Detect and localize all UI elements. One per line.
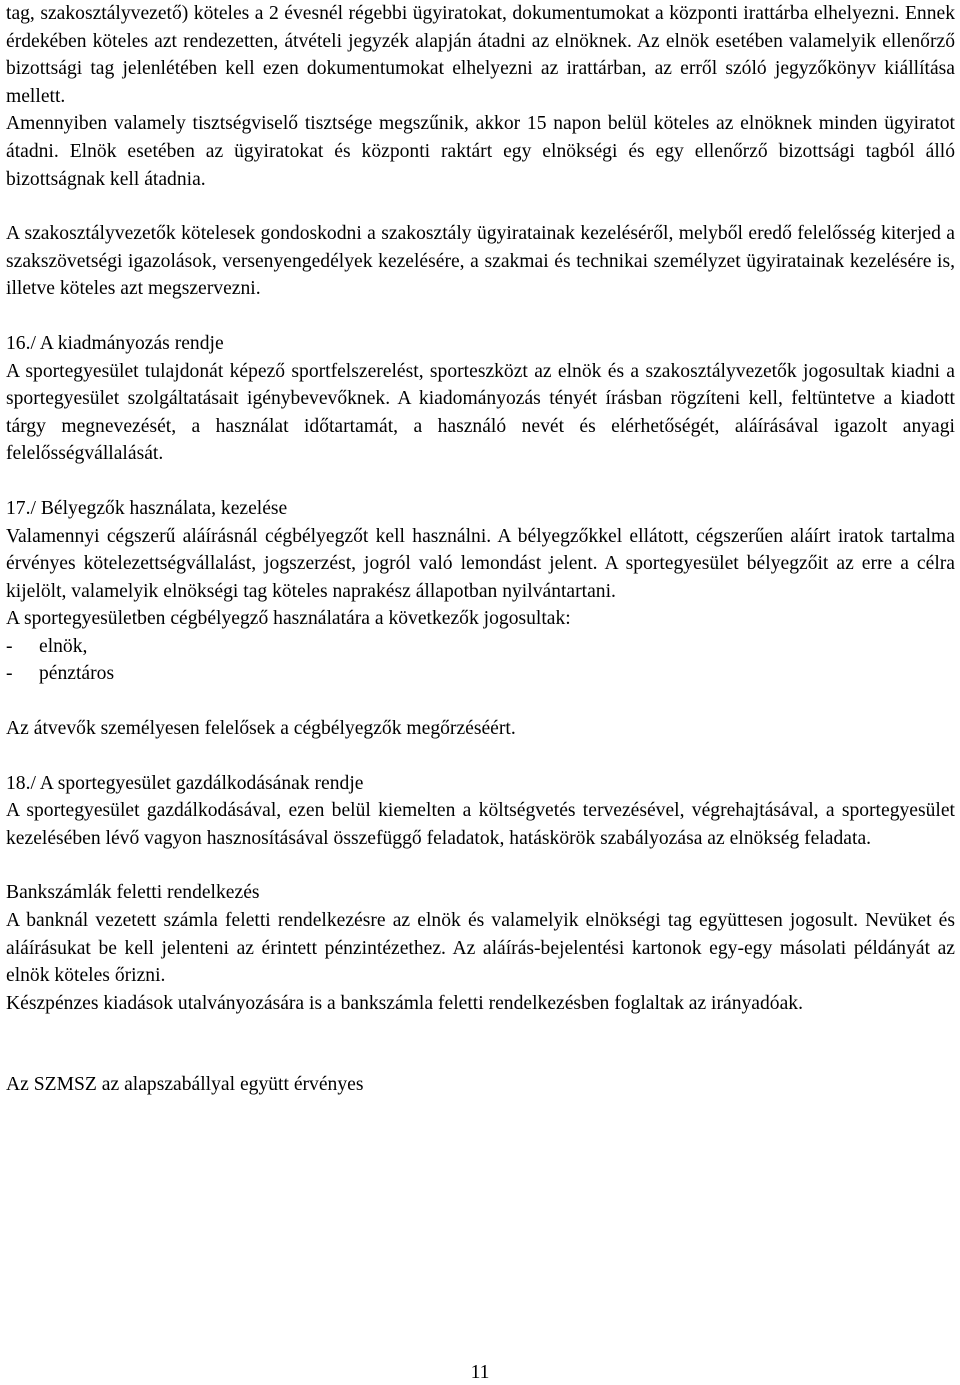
- paragraph-archiving: tag, szakosztályvezető) köteles a 2 évesnél régebbi ügyiratokat, dokumentumokat a központi irattárba elhelyezni. Ennek érdekében köteles azt rendezetten, átvételi jegyzék alapján átadni az elnöknek. Az elnök esetében valamelyik ellenőrző bizottsági tag jelenlétében kell ezen dokumentumokat elhelyezni az irattárban, az erről szóló jegyzőkönyv kiállítása mellett.: [6, 3, 955, 107]
- section-16: [6, 330, 955, 468]
- bank-heading: Bankszámlák feletti rendelkezés: [6, 882, 260, 904]
- list-dash: -: [6, 635, 13, 657]
- paragraph-section-heads: A szakosztályvezetők kötelesek gondoskodni a szakosztály ügyiratainak kezeléséről, melyből eredő felelősség kiterjed a szakszövetségi igazolások, versenyengedélyek kezelésére, a szakmai és technikai személyzet ügyiratainak kezelésére is, illetve köteles azt megszervezni.: [6, 223, 955, 300]
- section-18-body: A sportegyesület gazdálkodásával, ezen belül kiemelten a költségvetés tervezésével, végrehajtásával, a sportegyesület kezelésében lévő vagyon hasznosításával összefüggő feladatok, hatáskörök szabályozása az elnökség feladata.: [6, 800, 955, 849]
- section-17-closing: Az átvevők személyesen felelősek a cégbélyegzők megőrzéséért.: [6, 718, 516, 740]
- section-17-heading: 17./ Bélyegzők használata, kezelése: [6, 497, 288, 519]
- document-page: [6, 0, 955, 1099]
- closing-statement: Az SZMSZ az alapszabállyal együtt érvényes: [6, 1074, 364, 1096]
- paragraph-officer-handover: Amennyiben valamely tisztségviselő tisztsége megszűnik, akkor 15 napon belül köteles az elnöknek minden ügyiratot átadni. Elnök esetében az ügyiratokat és központi raktárt egy elnökségi és egy ellenőrző bizottsági tagból álló bizottságnak kell átadnia.: [6, 113, 955, 190]
- section-18: [6, 770, 955, 853]
- section-17-body-2: A sportegyesületben cégbélyegző használatára a következők jogosultak:: [6, 608, 571, 630]
- list-item-text: pénztáros: [39, 663, 115, 685]
- page-number: 11: [470, 1362, 490, 1383]
- bank-body-2: Készpénzes kiadások utalványozására is a bankszámla feletti rendelkezésben foglaltak az irányadóak.: [6, 992, 803, 1014]
- section-18-heading: 18./ A sportegyesület gazdálkodásának rendje: [6, 772, 364, 794]
- list-item: [6, 660, 955, 688]
- list-item-text: elnök,: [39, 635, 88, 657]
- section-16-body: A sportegyesület tulajdonát képező sportfelszerelést, sporteszközt az elnök és a szakosztályvezetők jogosultak kiadni a sportegyesület szolgáltatásait igénybevevőknek. A kiadományozás tényét írásban rögzíteni kell, feltüntetve a kiadott tárgy megnevezését, a használat időtartamát, a használó nevét és elérhetőségét, aláírásával igazolt anyagi felelősségvállalását.: [6, 360, 955, 465]
- section-16-heading: 16./ A kiadmányozás rendje: [6, 332, 224, 354]
- section-17: [6, 495, 955, 743]
- bank-body-1: A banknál vezetett számla feletti rendelkezésre az elnök és valamelyik elnökségi tag együttesen jogosult. Nevüket és aláírásukat be kell jelenteni az érintett pénzintézethez. Az aláírás-bejelentési kartonok egy-egy másolati példányát az elnök köteles őrizni.: [6, 910, 955, 987]
- section-17-body-1: Valamennyi cégszerű aláírásnál cégbélyegzőt kell használni. A bélyegzőkkel ellátott, cégszerűen aláírt iratok tartalma érvényes kötelezettségvállalást, jogszerzést, jogról való lemondást jelent. A sportegyesület bélyegzőit az erre a célra kijelölt, valamelyik elnökségi tag köteles naprakész állapotban nyilvántartani.: [6, 525, 955, 602]
- list-item: [6, 633, 955, 661]
- section-bank-accounts: [6, 879, 955, 1017]
- list-dash: -: [6, 663, 13, 685]
